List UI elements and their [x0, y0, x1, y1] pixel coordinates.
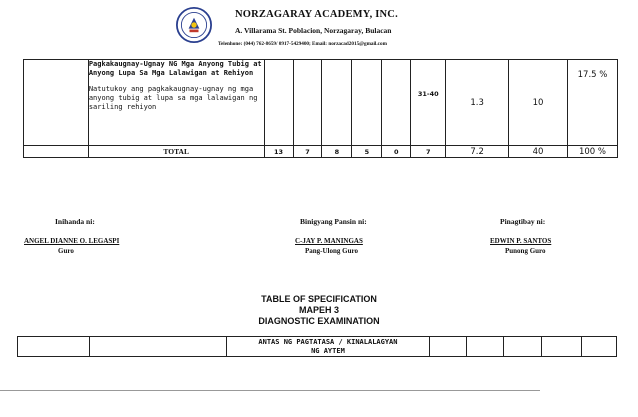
total-value: 8 [322, 146, 352, 158]
page-divider [0, 390, 540, 391]
total-value: 7 [411, 146, 446, 158]
table-row [24, 60, 618, 146]
document-title: TABLE OF SPECIFICATION [261, 294, 377, 304]
empty-cell [352, 60, 382, 146]
weight-value: 1.3 [446, 60, 509, 146]
approved-by-name: EDWIN P. SANTOS [490, 237, 552, 245]
total-label: TOTAL [88, 146, 264, 158]
header-line-2: NG AYTEM [311, 346, 345, 355]
empty-cell [24, 146, 89, 158]
approved-by-position: Punong Guro [505, 247, 546, 255]
school-contact: Telenhone: (044) 762-8659/ 0917-5429400; Email: norzacad2015@gmail.com [218, 41, 387, 47]
header-line-1: ANTAS NG PAGTATASA / KINALALAGYAN [258, 337, 398, 346]
noted-by-position: Pang-Ulong Guro [305, 247, 358, 255]
total-row [24, 146, 618, 158]
empty-cell [430, 337, 467, 357]
prepared-by-label: Inihanda ni: [55, 217, 95, 226]
exam-title: DIAGNOSTIC EXAMINATION [258, 316, 380, 326]
empty-cell [24, 60, 89, 146]
assessment-level-header [226, 337, 430, 357]
competency-cell [88, 60, 264, 146]
subject-title: MAPEH 3 [298, 305, 339, 315]
empty-cell [18, 337, 90, 357]
prepared-by-position: Guro [58, 247, 74, 255]
school-address: A. Villarama St. Poblacion, Norzagaray, Bulacan [235, 26, 392, 35]
empty-cell [504, 337, 542, 357]
total-items: 40 [509, 146, 568, 158]
school-seal-icon [176, 7, 212, 43]
empty-cell [542, 337, 582, 357]
empty-cell [382, 60, 411, 146]
total-percentage: 100 % [567, 146, 617, 158]
empty-cell [293, 60, 322, 146]
total-value: 0 [382, 146, 411, 158]
prepared-by-name: ANGEL DIANNE O. LEGASPI [24, 237, 120, 245]
item-count: 10 [509, 60, 568, 146]
empty-cell [89, 337, 226, 357]
item-range: 31-40 [411, 60, 446, 146]
percentage: 17.5 % [567, 60, 617, 146]
specification-table [23, 59, 618, 158]
school-name: NORZAGARAY ACADEMY, INC. [235, 9, 398, 20]
empty-cell [322, 60, 352, 146]
noted-by-name: C-JAY P. MANINGAS [295, 237, 363, 245]
empty-cell [581, 337, 616, 357]
competency-description: Natutukoy ang pagkakaugnay-ugnay ng mga anyong tubig at lupa sa mga lalawigan ng sariling rehiyon [88, 85, 258, 111]
specification-table-2 [17, 336, 617, 357]
total-value: 13 [264, 146, 293, 158]
empty-cell [467, 337, 504, 357]
competency-title: Pagkakaugnay-Ugnay NG Mga Anyong Tubig at Anyong Lupa Sa Mga Lalawigan at Rehiyon [88, 60, 262, 77]
noted-by-label: Binigyang Pansin ni: [300, 217, 367, 226]
total-value: 7 [293, 146, 322, 158]
approved-by-label: Pinagtibay ni: [500, 217, 546, 226]
table-header-row [18, 337, 617, 357]
total-value: 5 [352, 146, 382, 158]
total-weight: 7.2 [446, 146, 509, 158]
empty-cell [264, 60, 293, 146]
